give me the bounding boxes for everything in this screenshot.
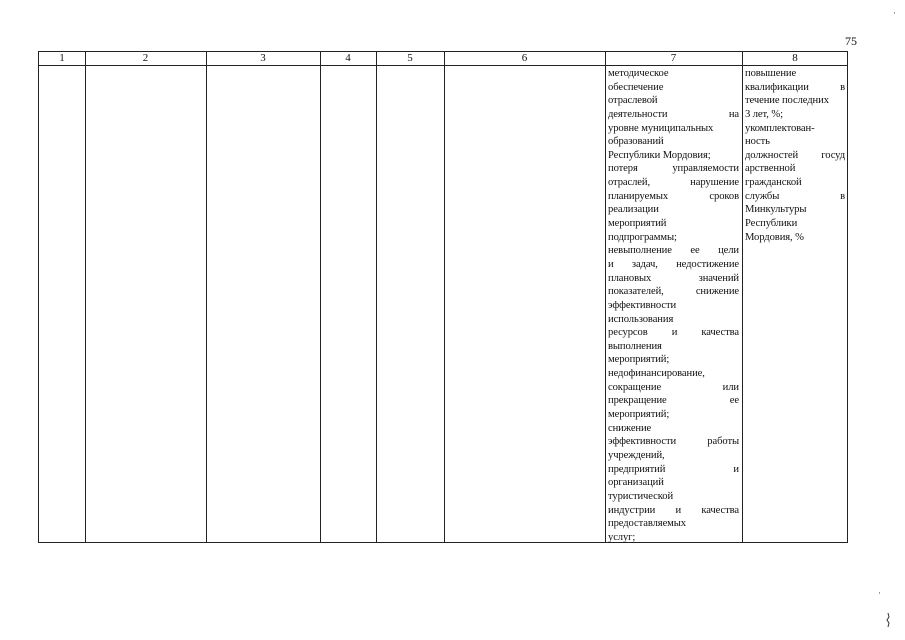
column-8-text bbox=[745, 67, 845, 244]
column-divider bbox=[742, 52, 743, 542]
cell-text-line: мероприятий; bbox=[608, 354, 670, 366]
cell-text-line: выполнения bbox=[608, 340, 662, 352]
cell-text-line: предоставляемых bbox=[608, 518, 686, 530]
cell-text-line: образований bbox=[608, 136, 664, 148]
cell-text-line: планируемых сроков bbox=[608, 190, 739, 202]
cell-text-line: подпрограммы; bbox=[608, 231, 677, 243]
cell-text-line: Республики bbox=[745, 218, 798, 230]
cell-text-line: организаций bbox=[608, 477, 664, 489]
cell-text-line: квалификации в bbox=[745, 81, 845, 93]
column-divider bbox=[376, 52, 377, 542]
cell-text-line: Республики Мордовия; bbox=[608, 149, 711, 161]
cell-text-line: повышение bbox=[745, 68, 797, 79]
cell-text-line: обеспечение bbox=[608, 81, 664, 93]
cell-text-line: плановых значений bbox=[608, 272, 739, 284]
cell-text-line: укомплектован- bbox=[745, 122, 815, 134]
scan-mark bbox=[886, 612, 891, 628]
cell-text-line: индустрии и качества bbox=[608, 504, 739, 516]
cell-text-line: реализации bbox=[608, 204, 659, 216]
cell-text-line: учреждений, bbox=[608, 449, 665, 461]
cell-text-line: и задач, недостижение bbox=[608, 258, 739, 270]
page-number: 75 bbox=[845, 34, 857, 48]
cell-text-line: сокращение или bbox=[608, 381, 739, 393]
cell-text-line: Мордовия, % bbox=[745, 231, 804, 243]
cell-text-line: мероприятий; bbox=[608, 409, 670, 421]
column-divider bbox=[206, 52, 207, 542]
cell-text-line: показателей, снижение bbox=[608, 286, 739, 298]
cell-text-line: отраслевой bbox=[608, 95, 658, 107]
column-header-2: 2 bbox=[142, 52, 149, 64]
cell-text-line: ресурсов и качества bbox=[608, 327, 739, 339]
cell-text-line: арственной bbox=[745, 163, 796, 175]
column-divider bbox=[605, 52, 606, 542]
data-table bbox=[38, 51, 848, 543]
cell-text-line: туристической bbox=[608, 490, 674, 502]
table-header-row bbox=[39, 52, 847, 66]
cell-text-line: прекращение ее bbox=[608, 395, 739, 407]
cell-text-line: услуг; bbox=[608, 531, 636, 543]
cell-text-line: методическое bbox=[608, 68, 669, 79]
cell-text-line: течение последних bbox=[745, 95, 829, 107]
cell-text-line: использования bbox=[608, 313, 674, 325]
column-header-6: 6 bbox=[521, 52, 528, 64]
column-divider bbox=[320, 52, 321, 542]
column-header-8: 8 bbox=[792, 52, 798, 64]
cell-text-line: предприятий и bbox=[608, 463, 739, 475]
cell-text-line: недофинансирование, bbox=[608, 368, 705, 380]
cell-text-line: потеря управляемости bbox=[608, 163, 739, 175]
column-divider bbox=[444, 52, 445, 542]
cell-text-line: отраслей, нарушение bbox=[608, 177, 739, 189]
column-divider bbox=[85, 52, 86, 542]
cell-text-line: невыполнение ее цели bbox=[608, 245, 739, 257]
column-header-7: 7 bbox=[670, 52, 677, 64]
column-header-3: 3 bbox=[260, 52, 266, 64]
cell-text-line: гражданской bbox=[745, 177, 802, 189]
cell-text-line: снижение bbox=[608, 422, 652, 434]
column-header-4: 4 bbox=[345, 52, 351, 64]
cell-text-line: эффективности bbox=[608, 299, 677, 311]
column-header-1: 1 bbox=[59, 52, 65, 64]
cell-text-line: уровне муниципальных bbox=[608, 122, 714, 134]
column-7-text bbox=[608, 67, 739, 544]
cell-text-line: мероприятий bbox=[608, 218, 667, 230]
cell-text-line: ность bbox=[745, 136, 770, 148]
scan-mark: · bbox=[893, 8, 896, 18]
cell-text-line: 3 лет, %; bbox=[745, 108, 783, 120]
column-header-5: 5 bbox=[407, 52, 413, 64]
cell-text-line: службы в bbox=[745, 190, 845, 202]
scan-mark: · bbox=[878, 588, 881, 598]
cell-text-line: должностей госуд bbox=[745, 149, 845, 161]
cell-text-line: Минкультуры bbox=[745, 204, 807, 216]
cell-text-line: эффективности работы bbox=[608, 436, 739, 448]
cell-text-line: деятельности на bbox=[608, 108, 739, 120]
